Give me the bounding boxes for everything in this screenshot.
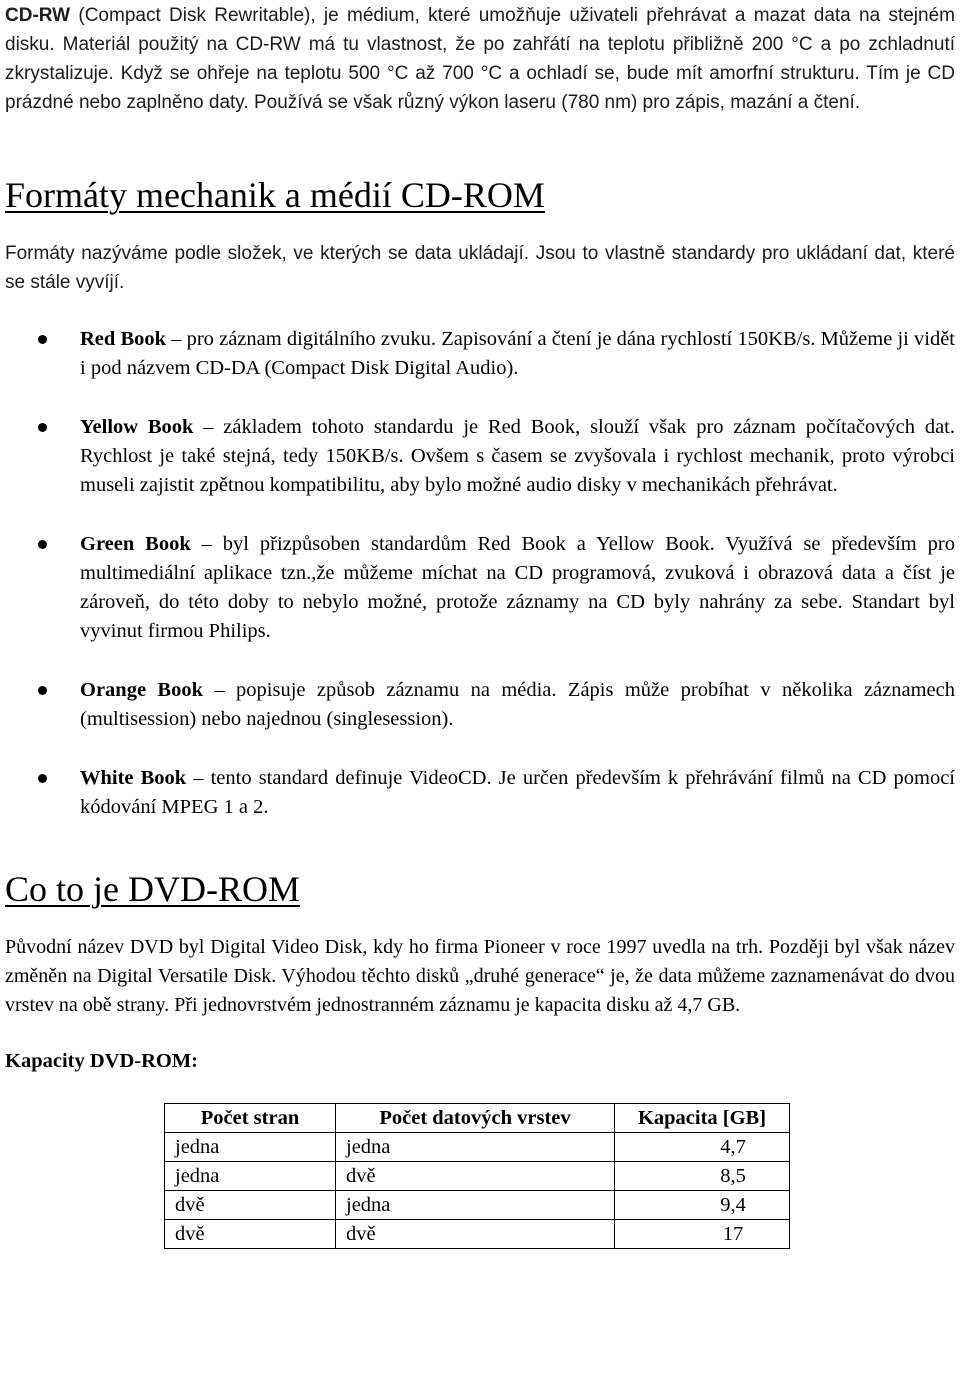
column-header: Počet stran: [165, 1104, 336, 1133]
column-header: Počet datových vrstev: [336, 1104, 615, 1133]
table-cell: 9,4: [615, 1191, 790, 1220]
list-item-red-book: [5, 325, 955, 383]
book-description: – pro záznam digitálního zvuku. Zapisování a čtení je dána rychlostí 150KB/s. Můžeme ji vidět i pod názvem CD-DA (Compact Disk Digital Audio).: [80, 328, 955, 379]
book-standards-list: [5, 325, 955, 822]
document-page: [5, 0, 955, 1249]
capacity-table: [164, 1103, 790, 1249]
table-header-row: [165, 1104, 790, 1133]
intro-paragraph: [5, 0, 955, 117]
table-cell: 17: [615, 1220, 790, 1249]
book-name: Green Book: [80, 533, 191, 555]
book-name: Orange Book: [80, 679, 204, 701]
book-description: – základem tohoto standardu je Red Book, slouží však pro záznam počítačových dat. Rychlost je také stejná, tedy 150KB/s. Ovšem s časem se zvyšovala i rychlost mechanik, proto výrobci museli zajistit zpětnou kompatibilitu, aby bylo možné audio disky v mechanikách přehrávat.: [80, 416, 955, 496]
table-row: [165, 1220, 790, 1249]
intro-text: (Compact Disk Rewritable), je médium, které umožňuje uživateli přehrávat a mazat data na stejném disku. Materiál použitý na CD-RW má tu vlastnost, že po zahřátí na teplotu přibližně 200 °C a po zchladnutí zkrystalizuje. Když se ohřeje na teplotu 500 °C až 700 °C a ochladí se, bude mít amorfní strukturu. Tím je CD prázdné nebo zaplněno daty. Používá se však různý výkon laseru (780 nm) pro zápis, mazání a čtení.: [5, 5, 955, 113]
bullet-icon: [38, 540, 47, 549]
table-cell: jedna: [336, 1133, 615, 1162]
table-cell: dvě: [165, 1220, 336, 1249]
book-name: White Book: [80, 767, 187, 789]
book-name: Red Book: [80, 328, 167, 350]
book-description: – popisuje způsob záznamu na média. Zápis může probíhat v několika záznamech (multisession) nebo najednou (singlesession).: [80, 679, 955, 730]
table-row: [165, 1162, 790, 1191]
bullet-icon: [38, 423, 47, 432]
table-cell: jedna: [165, 1133, 336, 1162]
table-cell: jedna: [165, 1162, 336, 1191]
cdrom-formats-heading: Formáty mechanik a médií CD-ROM: [5, 175, 545, 215]
formats-intro-text: Formáty nazýváme podle složek, ve kterých se data ukládají. Jsou to vlastně standardy pro ukládaní dat, které se stále vyvíjí.: [5, 243, 955, 293]
column-header: Kapacita [GB]: [615, 1104, 790, 1133]
table-cell: jedna: [336, 1191, 615, 1220]
bullet-icon: [38, 774, 47, 783]
table-cell: dvě: [336, 1162, 615, 1191]
book-description: – byl přizpůsoben standardům Red Book a Yellow Book. Využívá se především pro multimediální aplikace tzn.,že můžeme míchat na CD programová, zvuková i obrazová data a číst je zároveň, do této doby to nebylo možné, protože záznamy na CD byly nahrány za sebe. Standart byl vyvinut firmou Philips.: [80, 533, 955, 642]
table-cell: dvě: [165, 1191, 336, 1220]
bullet-icon: [38, 686, 47, 695]
table-cell: 4,7: [615, 1133, 790, 1162]
table-cell: 8,5: [615, 1162, 790, 1191]
table-row: [165, 1191, 790, 1220]
book-name: Yellow Book: [80, 416, 194, 438]
intro-lead-term: CD-RW: [5, 5, 71, 26]
capacity-title: Kapacity DVD-ROM:: [5, 1050, 199, 1072]
list-item-orange-book: [5, 676, 955, 734]
table-row: [165, 1133, 790, 1162]
dvd-intro-text: Původní název DVD byl Digital Video Disk, kdy ho firma Pioneer v roce 1997 uvedla na trh. Později byl však název změněn na Digital Versatile Disk. Výhodou těchto disků „druhé generace“ je, že data můžeme zaznamenávat do dvou vrstev na obě strany. Při jednovrstvém jednostranném záznamu je kapacita disku až 4,7 GB.: [5, 936, 955, 1016]
list-item-green-book: [5, 530, 955, 646]
bullet-icon: [38, 335, 47, 344]
list-item-white-book: [5, 764, 955, 822]
dvd-rom-heading: Co to je DVD-ROM: [5, 869, 300, 909]
book-description: – tento standard definuje VideoCD. Je určen především k přehrávání filmů na CD pomocí kódování MPEG 1 a 2.: [80, 767, 955, 818]
list-item-yellow-book: [5, 413, 955, 500]
table-cell: dvě: [336, 1220, 615, 1249]
